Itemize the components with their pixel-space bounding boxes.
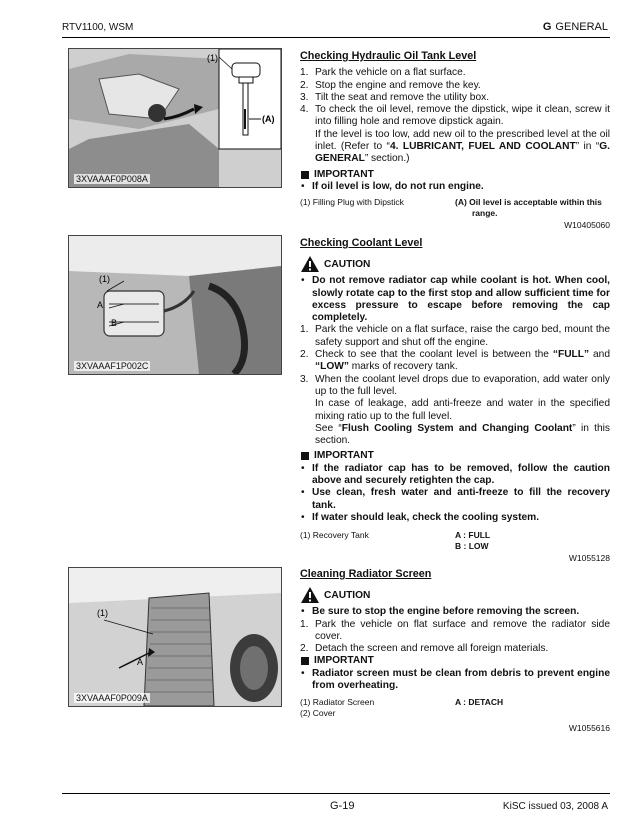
section1-step — [300, 104, 610, 129]
step-number: 1. — [300, 67, 309, 79]
section2-bullet: • Use clean, fresh water and anti-freeze to fill the recovery tank. — [300, 487, 610, 512]
warning-triangle-icon — [300, 255, 320, 273]
warning-triangle-icon — [300, 586, 320, 604]
important-label: IMPORTANT — [314, 450, 374, 462]
step-text: Detach the screen and remove all foreign materials. — [315, 643, 549, 655]
step-text: Park the vehicle on a flat surface, raise the cargo bed, mount the safety support and shut off the engine. — [315, 324, 610, 348]
section-name: GENERAL — [555, 21, 608, 33]
caution-label: CAUTION — [324, 590, 371, 602]
photo3-code: 3XVAAAF0P009A — [76, 693, 148, 703]
caution-label: CAUTION — [324, 259, 371, 271]
important-square-icon — [301, 452, 309, 460]
important-label: IMPORTANT — [314, 168, 374, 180]
section2-leak-note: In case of leakage, add anti-freeze and water in the specified mixing ratio up to the full level. — [315, 398, 610, 422]
section2-step — [300, 324, 610, 349]
important-square-icon — [301, 171, 309, 179]
section2-bullet: • If the radiator cap has to be removed, follow the caution above and securely retighten the cap. — [300, 463, 610, 488]
section-coolant-level — [300, 237, 610, 565]
section3-bullet: • Radiator screen must be clean from debris to prevent engine from overheating. — [300, 668, 610, 693]
section2-step — [300, 349, 610, 374]
step-text: Tilt the seat and remove the utility box. — [315, 91, 490, 103]
section3-step — [300, 643, 610, 655]
photo-recovery-tank — [68, 235, 282, 375]
section2-bullet: • If water should leak, check the cooling system. — [300, 512, 610, 524]
section3-caution — [300, 586, 610, 606]
photo2-callout-b: B — [111, 318, 118, 328]
section2-legend — [300, 530, 610, 552]
section2-caution — [300, 255, 610, 275]
photo2-callout-1: (1) — [99, 274, 110, 284]
section1-heading: Checking Hydraulic Oil Tank Level — [300, 50, 477, 62]
step-text: Check to see that the coolant level is between the — [315, 349, 553, 361]
legend-item: (1) Filling Plug with Dipstick — [300, 197, 404, 208]
note-text: If the level is too low, add new oil to the prescribed level at the oil inlet. (Refer to “ — [315, 128, 610, 153]
step-number: 2. — [300, 79, 309, 91]
photo2-callout-a: A — [97, 300, 104, 310]
note-reference: 4. LUBRICANT, FUEL AND COOLANT — [389, 141, 576, 153]
note-text: ” in “ — [575, 141, 600, 153]
legend-item: A : DETACH — [455, 697, 504, 708]
section2-step — [300, 374, 610, 399]
step-text: Park the vehicle on a flat surface. — [315, 67, 466, 79]
step-text: and — [589, 349, 610, 361]
step-number: 2. — [300, 349, 309, 361]
important-square-icon — [301, 657, 309, 665]
section2-heading: Checking Coolant Level — [300, 237, 423, 249]
section-radiator-screen — [300, 568, 610, 735]
step-number: 2. — [300, 643, 309, 655]
important-label: IMPORTANT — [314, 655, 374, 667]
legend-item: (A) Oil level is acceptable within this — [455, 197, 602, 208]
step-text: To check the oil level, remove the dipstick, wipe it clean, screw it into filling hole and remove dipstick again. — [315, 104, 610, 128]
low-mark: “LOW” — [315, 361, 349, 373]
note-text: ” in this section. — [315, 422, 610, 447]
legend-item: (2) Cover — [300, 708, 336, 719]
photo1-callout-1: (1) — [207, 53, 218, 63]
section1-note — [300, 129, 610, 166]
photo3-callout-1: (1) — [97, 608, 108, 618]
footer-rule — [62, 793, 610, 794]
legend-item: (1) Recovery Tank — [300, 530, 369, 541]
photo-radiator-screen — [68, 567, 282, 707]
photo3-callout-a: A — [137, 657, 144, 667]
note-text: ” section.) — [364, 153, 410, 165]
photo-hydraulic-tank — [68, 48, 282, 188]
step-number: 3. — [300, 373, 309, 385]
photo-hydraulic-tank-art — [69, 49, 281, 187]
section-hydraulic-oil — [300, 50, 610, 232]
step-number: 4. — [300, 104, 309, 116]
issue-note: KiSC issued 03, 2008 A — [502, 801, 608, 812]
section1-step — [300, 80, 610, 92]
step-number: 1. — [300, 324, 309, 336]
note-text: See “ — [315, 422, 342, 434]
step-text: Stop the engine and remove the key. — [315, 79, 481, 91]
header-section — [543, 21, 608, 33]
step-text: Park the vehicle on flat surface and remove the radiator side cover. — [315, 618, 610, 642]
page-number: G-19 — [330, 800, 355, 812]
section2-important — [300, 450, 610, 462]
header-model: RTV1100, WSM — [62, 22, 134, 33]
section3-caution-bullet: • Be sure to stop the engine before removing the screen. — [300, 606, 610, 618]
photo-radiator-screen-art — [69, 568, 281, 706]
photo1-code: 3XVAAAF0P008A — [76, 174, 148, 184]
section1-important — [300, 169, 610, 181]
section1-step — [300, 92, 610, 104]
photo1-callout-a: (A) — [262, 114, 275, 124]
section1-bullet: • If oil level is low, do not run engine. — [300, 181, 610, 193]
step-number: 3. — [300, 91, 309, 103]
legend-item: A : FULL — [455, 530, 491, 541]
section1-step — [300, 67, 610, 79]
section1-code: W10405060 — [564, 220, 610, 231]
full-mark: “FULL” — [552, 349, 590, 361]
section3-legend — [300, 697, 610, 719]
section-letter: G — [542, 21, 552, 33]
section2-caution-bullet: • Do not remove radiator cap while coolant is hot. When cool, slowly rotate cap to the first stop and allow sufficient time for excess pressure to escape before removing the cap completely. — [300, 275, 610, 324]
note-reference: G. GENERAL — [315, 141, 610, 165]
legend-item: (1) Radiator Screen — [300, 697, 375, 708]
section2-see-note — [300, 423, 610, 448]
step-number: 1. — [300, 618, 309, 630]
legend-item: B : LOW — [455, 541, 489, 552]
section3-step — [300, 619, 610, 644]
note-reference: Flush Cooling System and Changing Coolant — [341, 422, 573, 434]
section3-heading: Cleaning Radiator Screen — [300, 568, 432, 580]
step-text: marks of recovery tank. — [348, 361, 458, 373]
section3-code: W1055616 — [568, 723, 610, 734]
section1-legend — [300, 197, 610, 219]
step-text: When the coolant level drops due to evaporation, add water only up to the full level. — [315, 373, 610, 397]
legend-item: range. — [472, 208, 498, 219]
header-rule — [62, 37, 610, 38]
section2-code: W1055128 — [568, 553, 610, 564]
section3-important — [300, 655, 610, 667]
photo2-code: 3XVAAAF1P002C — [76, 361, 149, 371]
